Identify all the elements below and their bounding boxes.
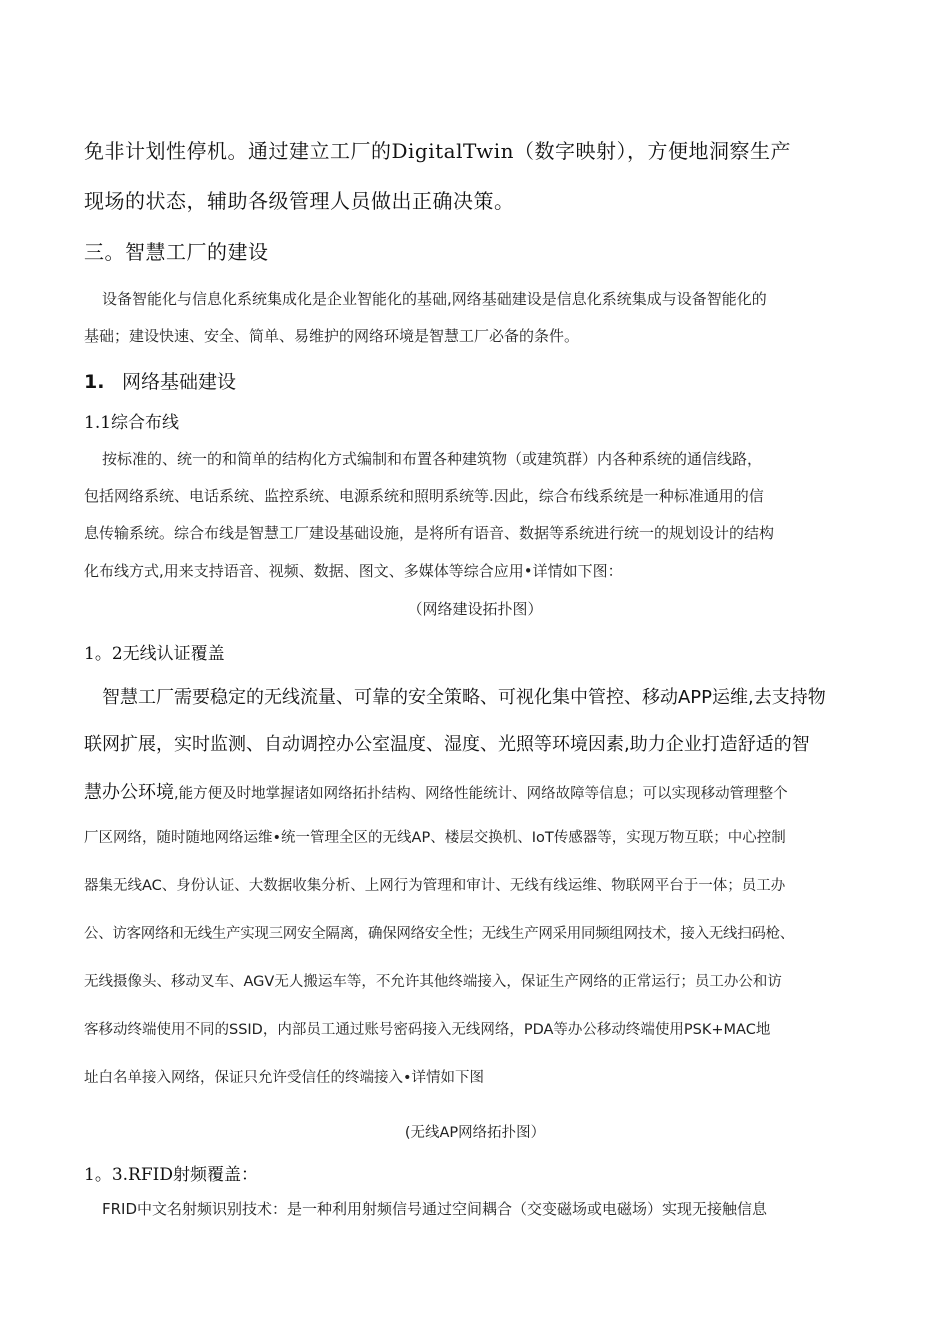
paragraph-line: 免非计划性停机。通过建立工厂的DigitalTwin（数字映射），方便地洞察生产 bbox=[84, 139, 792, 163]
paragraph-line: 现场的状态，辅助各级管理人员做出正确决策。 bbox=[84, 189, 515, 213]
paragraph-line: 公、访客网络和无线生产实现三网安全隔离，确保网络安全性；无线生产网采用同频组网技术，接入无线扫码枪、 bbox=[84, 926, 794, 942]
paragraph-fragment: ,能方便及时地掌握诸如网络拓扑结构、网络性能统计、网络故障等信息；可以实现移动管理整个 bbox=[174, 786, 788, 802]
paragraph-line: 智慧工厂需要稳定的无线流量、可靠的安全策略、可视化集中管控、移动APP运维,去支持物 bbox=[102, 687, 826, 708]
paragraph-line: 按标准的、统一的和简单的结构化方式编制和布置各种建筑物（或建筑群）内各种系统的通信线路， bbox=[102, 450, 763, 468]
heading-1 bbox=[84, 367, 236, 394]
paragraph-line: 无线摄像头、移动叉车、AGV无人搬运车等，不允许其他终端接入，保证生产网络的正常运行；员工办公和访 bbox=[84, 974, 782, 990]
paragraph-line: 厂区网络，随时随地网络运维•统一管理全区的无线AP、楼层交换机、IoT传感器等，实现万物互联；中心控制 bbox=[84, 830, 786, 846]
heading-1-1: 1.1综合布线 bbox=[84, 413, 180, 433]
paragraph-fragment: 慧办公环境 bbox=[84, 782, 174, 803]
heading-number: 1. bbox=[84, 371, 105, 393]
paragraph-line: 器集无线AC、身份认证、大数据收集分析、上网行为管理和审计、无线有线运维、物联网平台于一体；员工办 bbox=[84, 878, 786, 894]
paragraph-line: 化布线方式,用来支持语音、视频、数据、图文、多媒体等综合应用•详情如下图： bbox=[84, 562, 623, 580]
figure-caption: (无线AP网络拓扑图） bbox=[404, 1125, 546, 1141]
paragraph-line: 客移动终端使用不同的SSID，内部员工通过账号密码接入无线网络，PDA等办公移动终端使用PSK+MAC地 bbox=[84, 1022, 771, 1038]
heading-1-2: 1。2无线认证覆盖 bbox=[84, 644, 225, 664]
paragraph-line: 包括网络系统、电话系统、监控系统、电源系统和照明系统等.因此，综合布线系统是一种标准通用的信 bbox=[84, 487, 764, 505]
paragraph-line: 基础；建设快速、安全、简单、易维护的网络环境是智慧工厂必备的条件。 bbox=[84, 327, 580, 345]
figure-caption: （网络建设拓扑图） bbox=[407, 600, 543, 618]
section-heading: 三。智慧工厂的建设 bbox=[84, 240, 269, 264]
paragraph-line: FRID中文名射频识别技术：是一种利用射频信号通过空间耦合（交变磁场或电磁场）实现无接触信息 bbox=[102, 1200, 768, 1218]
heading-text: 网络基础建设 bbox=[122, 371, 237, 393]
paragraph-line: 设备智能化与信息化系统集成化是企业智能化的基础,网络基础建设是信息化系统集成与设备智能化的 bbox=[102, 290, 767, 308]
heading-1-3: 1。3.RFID射频覆盖： bbox=[84, 1165, 258, 1185]
paragraph-line: 联网扩展，实时监测、自动调控办公室温度、湿度、光照等环境因素,助力企业打造舒适的智 bbox=[84, 734, 810, 755]
paragraph-line: 址白名单接入网络，保证只允许受信任的终端接入•详情如下图 bbox=[84, 1070, 485, 1086]
paragraph-line: 息传输系统。综合布线是智慧工厂建设基础设施，是将所有语音、数据等系统进行统一的规划设计的结构 bbox=[84, 524, 775, 542]
paragraph-line bbox=[84, 778, 788, 804]
